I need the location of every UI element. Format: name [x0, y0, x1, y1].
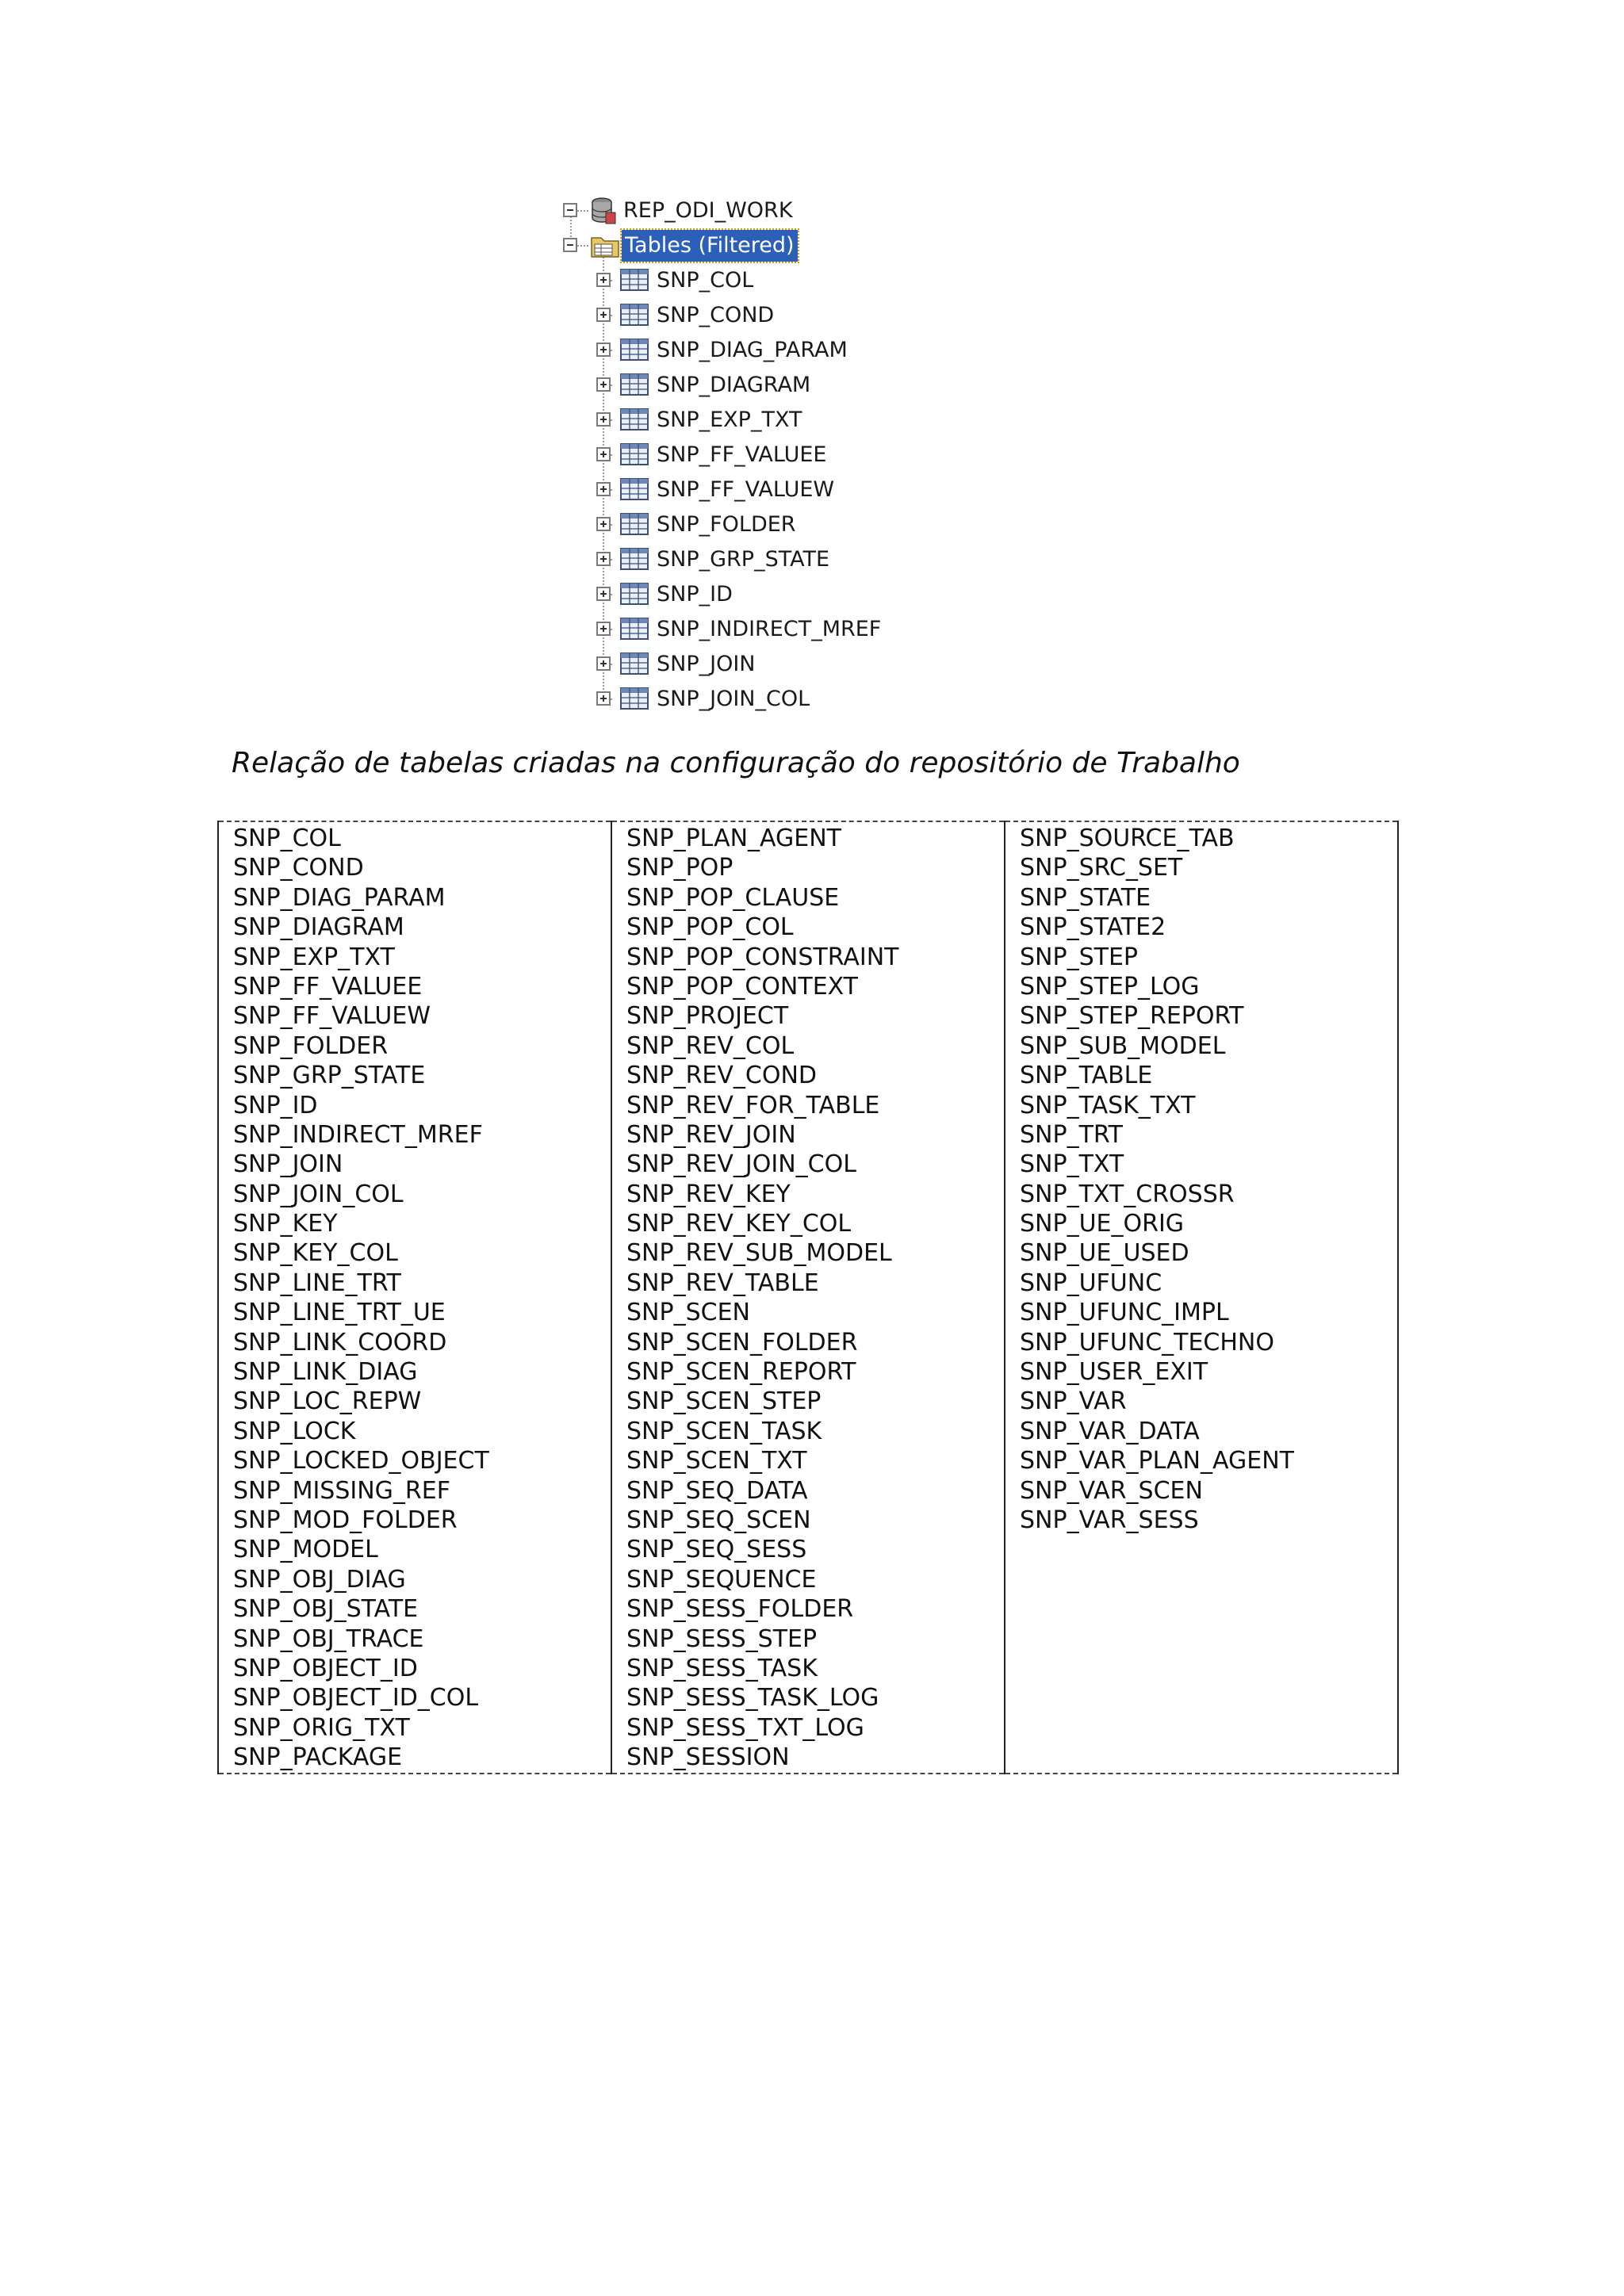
table-name-item: SNP_SESS_TASK	[626, 1654, 818, 1682]
table-name-item: SNP_SCEN_TXT	[626, 1447, 807, 1475]
table-name-item: SNP_INDIRECT_MREF	[233, 1120, 483, 1149]
table-name-item: SNP_COND	[233, 854, 364, 882]
tree-item[interactable]	[555, 333, 952, 368]
table-icon	[620, 687, 649, 710]
table-column-1	[218, 821, 611, 1774]
table-name-item: SNP_TXT_CROSSR	[1020, 1180, 1235, 1208]
expand-plus-icon[interactable]	[596, 691, 611, 706]
table-icon	[620, 269, 649, 291]
table-name-item: SNP_SEQ_DATA	[626, 1476, 808, 1505]
tree-item-label[interactable]: SNP_ID	[657, 582, 733, 607]
collapse-expander-icon[interactable]	[563, 238, 577, 252]
expand-plus-icon[interactable]	[596, 273, 611, 287]
tree-folder-label[interactable]: Tables (Filtered)	[622, 230, 798, 262]
table-name-item: SNP_LOCKED_OBJECT	[233, 1447, 489, 1475]
table-icon	[620, 652, 649, 675]
tree-root-label[interactable]: REP_ODI_WORK	[623, 198, 793, 223]
table-name-item: SNP_FF_VALUEE	[233, 972, 423, 1001]
table-name-item: SNP_VAR_SESS	[1020, 1506, 1199, 1534]
table-name-item: SNP_REV_COL	[626, 1031, 795, 1060]
table-name-item: SNP_REV_FOR_TABLE	[626, 1091, 880, 1119]
table-name-item: SNP_UE_ORIG	[1020, 1210, 1185, 1238]
tree-item-label[interactable]: SNP_FF_VALUEE	[657, 442, 827, 467]
table-icon	[620, 513, 649, 535]
table-name-item: SNP_KEY	[233, 1210, 338, 1238]
table-name-item: SNP_STATE	[1020, 883, 1151, 912]
table-name-item: SNP_VAR_PLAN_AGENT	[1020, 1447, 1294, 1475]
tree-item-label[interactable]: SNP_DIAG_PARAM	[657, 338, 848, 362]
table-name-item: SNP_LOC_REPW	[233, 1387, 422, 1416]
expand-plus-icon[interactable]	[596, 308, 611, 322]
repository-tree	[555, 190, 952, 721]
tree-item-label[interactable]: SNP_DIAGRAM	[657, 373, 811, 397]
expand-plus-icon[interactable]	[596, 517, 611, 531]
table-name-item: SNP_REV_JOIN	[626, 1120, 796, 1149]
table-name-item: SNP_POP_CONTEXT	[626, 972, 859, 1001]
table-name-item: SNP_LINE_TRT	[233, 1269, 401, 1297]
tree-item[interactable]	[555, 263, 952, 298]
tree-item-label[interactable]: SNP_JOIN_COL	[657, 687, 810, 711]
table-icon	[620, 304, 649, 326]
table-name-item: SNP_POP_COL	[626, 913, 794, 942]
table-name-item: SNP_STEP_REPORT	[1020, 1002, 1244, 1031]
expand-plus-icon[interactable]	[596, 622, 611, 636]
table-name-item: SNP_LINE_TRT_UE	[233, 1299, 446, 1327]
table-name-item: SNP_ID	[233, 1091, 318, 1119]
table-name-item: SNP_SESSION	[626, 1743, 790, 1772]
tree-item-label[interactable]: SNP_FF_VALUEW	[657, 477, 835, 502]
table-name-item: SNP_OBJECT_ID_COL	[233, 1684, 479, 1712]
column-list	[219, 822, 611, 1773]
table-name-item: SNP_UFUNC_TECHNO	[1020, 1328, 1274, 1357]
table-name-item: SNP_LOCK	[233, 1417, 356, 1445]
table-name-item: SNP_OBJ_DIAG	[233, 1565, 406, 1594]
tree-item-label[interactable]: SNP_EXP_TXT	[657, 408, 802, 432]
table-icon	[620, 339, 649, 361]
expand-plus-icon[interactable]	[596, 656, 611, 671]
table-name-item: SNP_UE_USED	[1020, 1239, 1189, 1268]
tree-item[interactable]	[555, 438, 952, 473]
table-name-item: SNP_TASK_TXT	[1020, 1091, 1196, 1119]
table-name-item: SNP_SOURCE_TAB	[1020, 825, 1235, 852]
tree-item-label[interactable]: SNP_GRP_STATE	[657, 547, 830, 572]
collapse-expander-icon[interactable]	[563, 203, 577, 217]
table-name-item: SNP_REV_KEY_COL	[626, 1210, 852, 1238]
database-icon	[590, 197, 617, 225]
table-name-item: SNP_OBJ_STATE	[233, 1595, 419, 1624]
table-name-item: SNP_VAR	[1020, 1387, 1127, 1416]
tree-connector	[577, 210, 588, 212]
table-name-item: SNP_KEY_COL	[233, 1239, 398, 1268]
table-name-item: SNP_STEP_LOG	[1020, 972, 1200, 1001]
table-icon	[620, 618, 649, 640]
table-name-item: SNP_POP_CLAUSE	[626, 883, 840, 912]
tree-item-label[interactable]: SNP_JOIN	[657, 652, 756, 676]
table-name-item: SNP_MODEL	[233, 1536, 378, 1564]
table-name-item: SNP_UFUNC_IMPL	[1020, 1299, 1229, 1327]
tree-item[interactable]	[555, 542, 952, 577]
tree-item[interactable]	[555, 682, 952, 717]
expand-plus-icon[interactable]	[596, 482, 611, 496]
table-name-item: SNP_LINK_COORD	[233, 1328, 447, 1357]
table-name-item: SNP_SCEN_REPORT	[626, 1358, 856, 1387]
table-name-item: SNP_STEP	[1020, 943, 1138, 971]
table-name-item: SNP_GRP_STATE	[233, 1062, 426, 1090]
tree-connector	[577, 245, 588, 247]
table-name-item: SNP_USER_EXIT	[1020, 1358, 1208, 1387]
table-name-item: SNP_STATE2	[1020, 913, 1166, 942]
tree-item-label[interactable]: SNP_COND	[657, 303, 775, 327]
table-name-item: SNP_MISSING_REF	[233, 1476, 450, 1505]
table-name-item: SNP_TXT	[1020, 1150, 1124, 1179]
table-name-item: SNP_TABLE	[1020, 1062, 1153, 1090]
table-name-item: SNP_FOLDER	[233, 1031, 389, 1060]
table-icon	[620, 583, 649, 605]
table-column-3	[1005, 821, 1398, 1774]
table-row	[218, 821, 1398, 1774]
tree-item[interactable]	[555, 298, 952, 333]
column-list	[612, 822, 1004, 1773]
tree-item[interactable]	[555, 612, 952, 647]
table-name-item: SNP_UFUNC	[1020, 1269, 1162, 1297]
table-name-item: SNP_SESS_STEP	[626, 1624, 818, 1653]
expand-plus-icon[interactable]	[596, 412, 611, 427]
tree-item[interactable]	[555, 473, 952, 507]
table-name-item: SNP_SEQUENCE	[626, 1565, 817, 1594]
table-name-item: SNP_PLAN_AGENT	[626, 825, 841, 852]
table-icon	[620, 548, 649, 570]
table-name-item: SNP_MOD_FOLDER	[233, 1506, 458, 1534]
table-name-item: SNP_SCEN_STEP	[626, 1387, 822, 1416]
table-name-item: SNP_SUB_MODEL	[1020, 1031, 1226, 1060]
table-name-item: SNP_PACKAGE	[233, 1743, 403, 1772]
table-name-item: SNP_POP	[626, 854, 733, 882]
table-icon	[620, 408, 649, 430]
table-name-item: SNP_DIAGRAM	[233, 913, 404, 942]
table-name-item: SNP_TRT	[1020, 1120, 1123, 1149]
tree-item[interactable]	[555, 403, 952, 438]
table-name-item: SNP_OBJ_TRACE	[233, 1624, 424, 1653]
tree-item-label[interactable]: SNP_COL	[657, 268, 754, 293]
table-name-item: SNP_ORIG_TXT	[233, 1713, 410, 1742]
table-name-item: SNP_SCEN_TASK	[626, 1417, 822, 1445]
column-list	[1005, 822, 1397, 1535]
table-name-item: SNP_SCEN_FOLDER	[626, 1328, 858, 1357]
tables-list-table	[217, 821, 1399, 1774]
table-name-item: SNP_SESS_TASK_LOG	[626, 1684, 879, 1712]
tree-item[interactable]	[555, 577, 952, 612]
table-name-item: SNP_DIAG_PARAM	[233, 883, 446, 912]
expand-plus-icon[interactable]	[596, 447, 611, 461]
expand-plus-icon[interactable]	[596, 587, 611, 601]
table-name-item: SNP_SESS_TXT_LOG	[626, 1713, 864, 1742]
table-icon	[620, 478, 649, 500]
table-name-item: SNP_SRC_SET	[1020, 854, 1183, 882]
tree-item[interactable]	[555, 368, 952, 403]
table-name-item: SNP_SEQ_SESS	[626, 1536, 807, 1564]
table-name-item: SNP_REV_KEY	[626, 1180, 791, 1208]
folder-icon	[590, 233, 622, 260]
tree-item-label[interactable]: SNP_FOLDER	[657, 512, 796, 537]
table-name-item: SNP_JOIN_COL	[233, 1180, 404, 1208]
table-name-item: SNP_VAR_DATA	[1020, 1417, 1200, 1445]
table-name-item: SNP_EXP_TXT	[233, 943, 395, 971]
table-name-item: SNP_SCEN	[626, 1299, 750, 1327]
table-name-item: SNP_SESS_FOLDER	[626, 1595, 854, 1624]
expand-plus-icon[interactable]	[596, 377, 611, 392]
tree-item-label[interactable]: SNP_INDIRECT_MREF	[657, 617, 882, 641]
table-name-item: SNP_OBJECT_ID	[233, 1654, 418, 1682]
table-name-item: SNP_REV_SUB_MODEL	[626, 1239, 892, 1268]
table-icon	[620, 373, 649, 396]
expand-plus-icon[interactable]	[596, 552, 611, 566]
table-icon	[620, 443, 649, 465]
table-name-item: SNP_LINK_DIAG	[233, 1358, 418, 1387]
table-column-2	[611, 821, 1005, 1774]
table-name-item: SNP_VAR_SCEN	[1020, 1476, 1203, 1505]
tree-item[interactable]	[555, 507, 952, 542]
table-name-item: SNP_POP_CONSTRAINT	[626, 943, 899, 971]
table-name-item: SNP_REV_JOIN_COL	[626, 1150, 856, 1179]
table-name-item: SNP_PROJECT	[626, 1002, 789, 1031]
expand-plus-icon[interactable]	[596, 342, 611, 357]
tree-item[interactable]	[555, 647, 952, 682]
table-name-item: SNP_REV_COND	[626, 1062, 817, 1090]
figure-caption: Relação de tabelas criadas na configuração do repositório de Trabalho	[232, 747, 1240, 779]
table-name-item: SNP_SEQ_SCEN	[626, 1506, 811, 1534]
table-name-item: SNP_FF_VALUEW	[233, 1002, 431, 1031]
table-name-item: SNP_REV_TABLE	[626, 1269, 819, 1297]
table-name-item: SNP_COL	[233, 825, 341, 852]
table-name-item: SNP_JOIN	[233, 1150, 343, 1179]
